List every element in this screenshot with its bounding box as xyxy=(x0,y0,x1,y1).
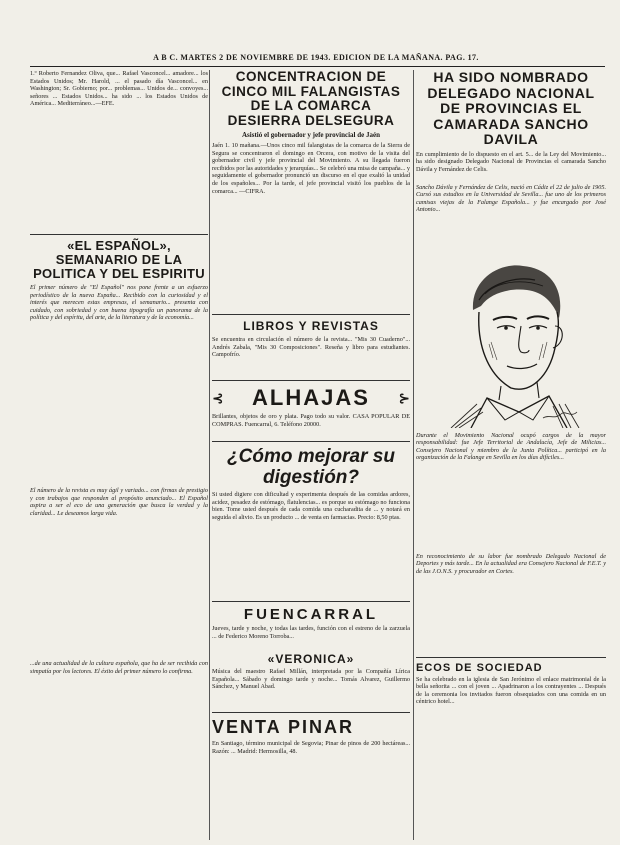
column-rule xyxy=(209,70,210,840)
heading-libros-revistas: LIBROS Y REVISTAS xyxy=(243,319,379,333)
ad-fuencarral-body: Jueves, tarde y noche, y todas las tardes, función con el estreno de la zarzuela ... de Federico Moreno Torroba... xyxy=(212,625,410,640)
ad-digestion-title: ¿Cómo mejorar su digestión? xyxy=(227,446,395,488)
heading-ecos-sociedad: ECOS DE SOCIEDAD xyxy=(416,661,543,674)
article-lead-text: 1.º Roberto Fernandez Oliva, que... Rafael Vasconcel... amadore... los Estados Unidos; Mr. Harold, ... el pasado día Vasconcel... en Washington; Sr. Gobierno; por... problemas... Unidos de... convoyes... señores ... Estados Unidos... ha sido ... los Estados Unidos de América... Mediterráneo...—EFE. xyxy=(30,70,208,108)
ornament-icon: ⊰ xyxy=(212,389,224,406)
column-1 xyxy=(30,70,208,840)
ad-venta-pinar-title: VENTA PINAR xyxy=(212,717,355,737)
ad-venta-pinar-body: En Santiago, término municipal de Segovia; Pinar de pinos de 200 hectáreas... Razón: ... Madrid: Hermosilla, 48. xyxy=(212,740,410,755)
column-3 xyxy=(416,70,606,840)
divider xyxy=(212,314,410,315)
divider xyxy=(30,234,208,235)
article-sancho-davila-body-2: En reconocimiento de su labor fue nombrado Delegado Nacional de Deportes y más tarde... En la actualidad era Consejero Nacional de F.E.T. y de las J.O.N.S. y procurador en Cortes. xyxy=(416,552,606,575)
subhead-concentracion: Asistió el gobernador y jefe provincial de Jaén xyxy=(242,131,380,139)
headline-el-espanol: «EL ESPAÑOL», SEMANARIO DE LA POLITICA Y DEL ESPIRITU xyxy=(33,238,205,281)
divider xyxy=(212,441,410,442)
divider xyxy=(416,657,606,658)
article-sancho-davila-lead: En cumplimiento de lo dispuesto en el art. 5... de la Ley del Movimiento... ha sido designado Delegado Nacional de Provincias el camarada Sancho Dávila y Fernández de Celis. xyxy=(416,150,606,173)
article-el-espanol-body-3: ...de una actualidad de la cultura española, que ha de ser recibida con simpatía por los lectores. El éxito del primer número lo confirma. xyxy=(30,660,208,675)
article-concentracion-body: Jaén 1. 10 mañana.—Unos cinco mil falangistas de la comarca de la Sierra de Segura se concentraron el domingo en Orcera, con motivo de la visita del gobernador civil y jefe provincial del Movimiento. A su llegada fueron recibidos por las autoridades y jerarquías... Se celebró una misa de campaña... y seguidamente el gobernador pronunció un discurso en el que exaltó la unidad de los españoles... Por la tarde, el jefe provincial visitó los pueblos de la comarca... —CIFRA. xyxy=(212,142,410,195)
divider xyxy=(212,601,410,602)
ad-veronica-title: «VERONICA» xyxy=(267,652,355,666)
article-sancho-davila-bio: Sancho Dávila y Fernández de Celis, nació en Cádiz el 22 de julio de 1905. Cursó sus estudios en la Universidad de Sevilla... fue uno de los primeros camisas viejas de la Falange Española... y fue encargado por José Antonio... xyxy=(416,183,606,214)
running-header: A B C. MARTES 2 DE NOVIEMBRE DE 1943. EDICION DE LA MAÑANA. PAG. 17. xyxy=(153,53,479,62)
article-el-espanol-body-2: El número de la revista es muy ágil y variado... con firmas de prestigio y con trabajos que responden al propósito anunciado... El Español aspira a ser el eco de una generación que busca la verdad y la claridad... Le deseamos larga vida. xyxy=(30,487,208,517)
column-2 xyxy=(212,70,410,840)
ad-alhajas-body: Brillantes, objetos de oro y plata. Pago todo su valor. CASA POPULAR DE COMPRAS. Fuencarral, 6. Teléfono 20000. xyxy=(212,413,410,428)
headline-sancho-davila: HA SIDO NOMBRADO DELEGADO NACIONAL DE PROVINCIAS EL CAMARADA SANCHO DAVILA xyxy=(427,70,595,147)
ornament-icon: ⊱ xyxy=(398,389,410,406)
ad-veronica-body: Música del maestro Rafael Millán, interpretada por la Compañía Lírica Española... Sábado y domingo tarde y noche... Tomás Alvarez, Guillermo Sánchez, y Manuel Abad. xyxy=(212,668,410,691)
column-rule xyxy=(413,70,414,840)
divider xyxy=(212,712,410,713)
ad-fuencarral-title: FUENCARRAL xyxy=(243,606,379,623)
portrait-sketch xyxy=(431,248,591,428)
ad-alhajas-title: ALHAJAS xyxy=(252,385,370,410)
header-rule xyxy=(30,66,605,67)
ad-alhajas-heading xyxy=(212,385,410,411)
ad-digestion-body: Si usted digiere con dificultad y experimenta después de las comidas ardores, acidez, pesadez de estómago, flatulencias... es porque su estómago no funciona bien. Tome usted después de cada comida una cucharadita de ... y notará en seguida el alivio. Es un producto ... de venta en farmacias. Precio: 8,50 ptas. xyxy=(212,491,410,521)
article-ecos-body: Se ha celebrado en la iglesia de San Jerónimo el enlace matrimonial de la bella señorita ... con el joven ... Apadrinaron a los contrayentes ... Después de la ceremonia los invitados fueron obsequiados con una comida en un céntrico hotel... xyxy=(416,675,606,706)
article-sancho-davila-body: Durante el Movimiento Nacional ocupó cargos de la mayor responsabilidad: fue Jefe Territorial de Andalucía, Jefe de Milicias... Consejero Nacional y miembro de la Junta Política... participó en la organización de la Falange en Sevilla en los días difíciles... xyxy=(416,431,606,462)
headline-concentracion: CONCENTRACION DE CINCO MIL FALANGISTAS DE LA COMARCA DESIERRA DELSEGURA xyxy=(221,70,401,128)
divider xyxy=(212,380,410,381)
article-libros-body: Se encuentra en circulación el número de la revista... "Mis 30 Cuaderno"... Andrés Zabala, "Mis 30 Composiciones". Reseña y libro para estudiantes. Campofrío. xyxy=(212,336,410,359)
article-el-espanol-body: El primer número de "El Español" nos pone frente a un esfuerzo periodístico de la nueva España... Recibido con la curiosidad y el interés que merecen estas empresas, el semanario... presenta con cuidado, con sobriedad y con buena tipografía un panorama de la política y del espíritu, del arte, de la literatura y de la economía... xyxy=(30,284,208,322)
